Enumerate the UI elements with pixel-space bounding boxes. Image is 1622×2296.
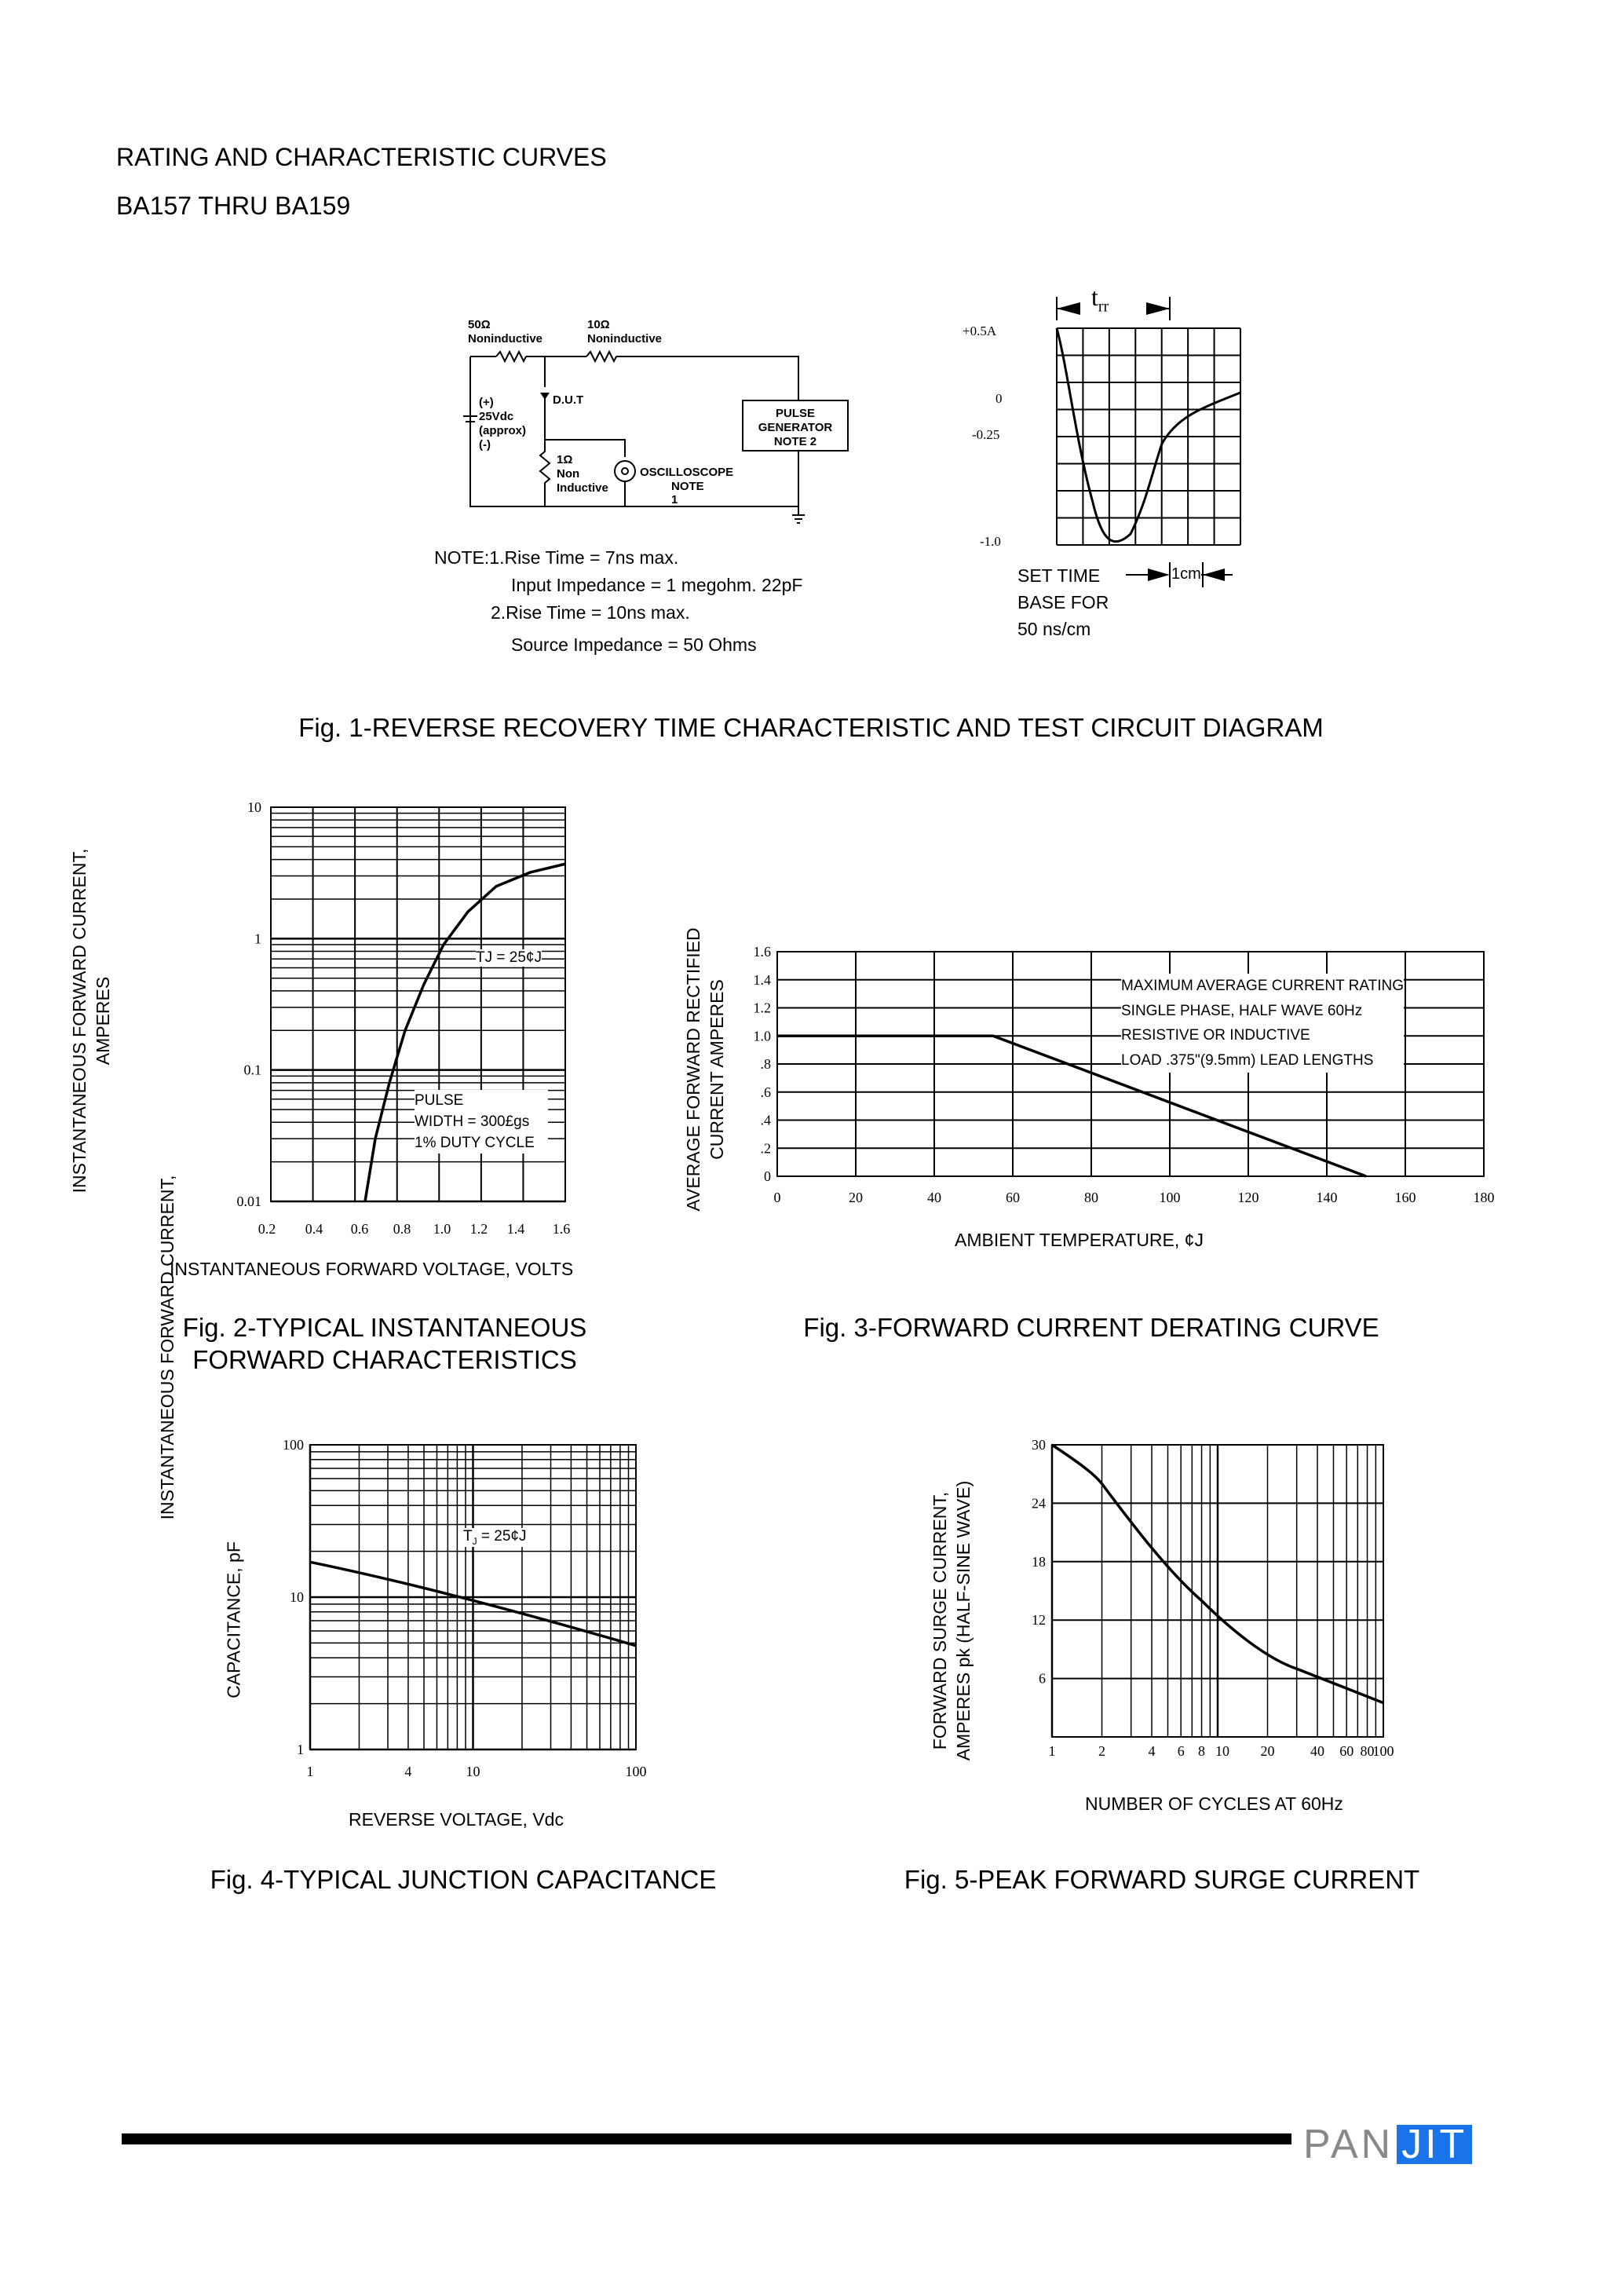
dut-label: D.U.T: [553, 393, 584, 407]
fig2-xtick: 0.4: [305, 1221, 323, 1237]
fig4-xlabel: REVERSE VOLTAGE, Vdc: [349, 1809, 564, 1830]
fig2-ytick: 1: [254, 930, 261, 947]
page-title: RATING AND CHARACTERISTIC CURVES: [116, 143, 607, 171]
fig3-xtick: 140: [1316, 1190, 1338, 1205]
set-time-2: BASE FOR: [1017, 592, 1109, 612]
fig5-ytick: 24: [1032, 1495, 1046, 1512]
fig4-annotation: [458, 1528, 531, 1547]
fig5-frame: [1052, 1445, 1383, 1737]
logo-pan: PAN: [1303, 2122, 1394, 2167]
fig2-xtick: 1.6: [552, 1221, 571, 1237]
r2-value: 10Ω: [587, 318, 610, 331]
fig3-ytick: 1.6: [753, 944, 771, 960]
fig4-ann-rest: = 25¢J: [477, 1528, 527, 1545]
wave-y-m025: -0.25: [972, 427, 1000, 442]
r3-desc2: Inductive: [557, 481, 608, 495]
cm-label: 1cm: [1171, 565, 1201, 583]
fig3-ytick: 1.0: [753, 1028, 771, 1044]
fig4-frame: [310, 1445, 636, 1749]
fig2-ytick: 0.1: [243, 1062, 261, 1078]
fig4-ann-t: T: [463, 1528, 473, 1545]
fig2-pulse-box: [415, 1090, 548, 1153]
fig3-xtick: 20: [849, 1190, 863, 1205]
panjit-logo: [1303, 2122, 1472, 2167]
fig3-xtick: 80: [1084, 1190, 1098, 1205]
fig4-xtick: 10: [466, 1764, 480, 1779]
fig2-xtick: 1.0: [433, 1221, 451, 1237]
r1-desc: Noninductive: [468, 332, 543, 345]
fig5-xlabel: NUMBER OF CYCLES AT 60Hz: [1085, 1793, 1343, 1814]
fig2-annotation: TJ = 25¢J: [476, 949, 542, 966]
fig5-ytick: 12: [1032, 1612, 1046, 1629]
fig3-legend-4: LOAD .375"(9.5mm) LEAD LENGTHS: [1121, 1048, 1404, 1073]
fig4-curve: [310, 1562, 636, 1646]
fig4-xtick: 100: [625, 1764, 647, 1779]
wave-y-plus: +0.5A: [963, 324, 997, 338]
fig5-xtick: 20: [1260, 1743, 1275, 1759]
fig2-xtick: 1.2: [469, 1221, 488, 1237]
fig5-xtick: 1: [1048, 1743, 1056, 1759]
pulse-gen-3: NOTE 2: [773, 435, 817, 448]
fig2-ylabel-1: INSTANTANEOUS FORWARD CURRENT,: [157, 1175, 177, 1520]
fig1-caption: Fig. 1-REVERSE RECOVERY TIME CHARACTERISTIC AND TEST CIRCUIT DIAGRAM: [298, 713, 1324, 742]
fig5-xtick: 10: [1215, 1743, 1229, 1759]
fig5-xtick: 2: [1098, 1743, 1106, 1759]
fig4-ylabel: CAPACITANCE, pF: [223, 1541, 244, 1698]
source-value: 25Vdc: [479, 410, 514, 423]
fig3-title: Fig. 3-FORWARD CURRENT DERATING CURVE: [803, 1313, 1379, 1342]
r2-desc: Noninductive: [587, 332, 663, 345]
footer-rule: [122, 2133, 1291, 2144]
set-time-3: 50 ns/cm: [1017, 619, 1091, 639]
r3-value: 1Ω: [557, 453, 573, 466]
fig5-ylabel-line2: AMPERES pk (HALF-SINE WAVE): [953, 1480, 974, 1761]
fig5-ytick: 30: [1032, 1437, 1046, 1453]
oscilloscope-note: NOTE 1: [671, 480, 704, 506]
fig3-xtick: 160: [1394, 1190, 1416, 1205]
fig5-title: Fig. 5-PEAK FORWARD SURGE CURRENT: [904, 1865, 1420, 1894]
fig2-ylabel-line1: INSTANTANEOUS FORWARD CURRENT,: [69, 848, 90, 1194]
fig3-ytick: .2: [760, 1140, 771, 1157]
fig2-title: Fig. 2-TYPICAL INSTANTANEOUS: [182, 1313, 587, 1342]
fig5-xtick: 6: [1177, 1743, 1185, 1759]
fig5-xtick: 80: [1360, 1743, 1375, 1759]
fig2-ytick: 0.01: [236, 1194, 261, 1209]
fig4-ytick: 10: [290, 1589, 304, 1605]
fig3-ylabel-rot: [681, 927, 729, 1211]
fig3-ytick: 1.4: [753, 971, 771, 988]
fig5-xtick: 40: [1310, 1743, 1325, 1759]
fig5-ylabel-line1: FORWARD SURGE CURRENT,: [930, 1491, 950, 1750]
wave-y-zero: 0: [995, 391, 1003, 406]
note-line-4: Source Impedance = 50 Ohms: [511, 634, 757, 655]
fig5-ytick: 6: [1039, 1670, 1046, 1687]
page-subtitle: BA157 THRU BA159: [116, 192, 351, 220]
pulse-gen-2: GENERATOR: [758, 421, 833, 434]
fig2-xtick: 0.2: [258, 1221, 276, 1237]
fig3-ytick: 1.2: [753, 1000, 771, 1016]
fig3-xlabel: AMBIENT TEMPERATURE, ¢J: [955, 1230, 1204, 1250]
fig3-legend-2: SINGLE PHASE, HALF WAVE 60Hz: [1121, 999, 1404, 1024]
fig3-xtick: 40: [927, 1190, 941, 1205]
fig3-xtick: 180: [1473, 1190, 1495, 1205]
fig2-pulse-2: WIDTH = 300£gs: [415, 1113, 530, 1130]
fig4-xtick: 1: [306, 1764, 314, 1779]
fig3-legend: [1121, 974, 1404, 1073]
r1-value: 50Ω: [468, 318, 491, 331]
fig4-title: Fig. 4-TYPICAL JUNCTION CAPACITANCE: [210, 1865, 717, 1894]
fig2-pulse-3: 1% DUTY CYCLE: [415, 1135, 535, 1151]
fig3-xtick: 120: [1237, 1190, 1259, 1205]
fig2-pulse-1: PULSE: [415, 1092, 464, 1109]
wave-y-m1: -1.0: [980, 534, 1001, 549]
fig3-legend-1: MAXIMUM AVERAGE CURRENT RATING: [1121, 974, 1404, 999]
fig2-xtick: 0.8: [393, 1221, 411, 1237]
fig3-ylabel-line2: CURRENT AMPERES: [707, 979, 727, 1160]
note-line-1: NOTE:1.Rise Time = 7ns max.: [434, 547, 679, 568]
fig5-xtick: 100: [1372, 1743, 1394, 1759]
fig2-ylabel-rot: [68, 849, 115, 1194]
fig3-ytick: .8: [760, 1056, 771, 1072]
fig2-title2: FORWARD CHARACTERISTICS: [192, 1345, 577, 1374]
logo-jit: JIT: [1397, 2125, 1472, 2164]
fig5-curve: [1052, 1445, 1383, 1703]
note-line-2: Input Impedance = 1 megohm. 22pF: [511, 575, 803, 595]
set-time-1: SET TIME: [1017, 565, 1101, 586]
fig5-xtick: 60: [1339, 1743, 1354, 1759]
oscilloscope-label: OSCILLOSCOPE: [640, 466, 734, 479]
source-approx: (approx): [479, 424, 526, 437]
pulse-gen-1: PULSE: [775, 407, 815, 420]
fig4-ytick: 1: [297, 1742, 304, 1757]
fig5-ytick: 18: [1032, 1553, 1046, 1570]
note-line-3: 2.Rise Time = 10ns max.: [491, 602, 690, 623]
fig2-xtick: 1.4: [506, 1221, 525, 1237]
source-minus: (-): [479, 438, 491, 452]
fig4-xtick: 4: [404, 1764, 412, 1779]
trr-label: $t_{rr}$: [1091, 283, 1109, 316]
fig3-xtick: 100: [1159, 1190, 1181, 1205]
fig3-xtick: 60: [1006, 1190, 1020, 1205]
fig2-xlabel: INSTANTANEOUS FORWARD VOLTAGE, VOLTS: [170, 1259, 574, 1279]
waveform-curve: [1057, 328, 1240, 542]
fig2-ytick: 10: [247, 799, 261, 815]
fig5-xtick: 8: [1198, 1743, 1206, 1759]
fig3-ytick: 0: [764, 1168, 771, 1184]
fig3-xtick: 0: [773, 1190, 781, 1205]
fig5-xtick: 4: [1148, 1743, 1156, 1759]
fig4-ann-sub: J: [472, 1535, 477, 1547]
fig2-xtick: 0.6: [350, 1221, 369, 1237]
fig3-legend-3: RESISTIVE OR INDUCTIVE: [1121, 1023, 1404, 1048]
fig5-ylabel-rot: [928, 1481, 975, 1761]
fig2-ylabel-line2: AMPERES: [93, 976, 113, 1066]
fig3-ytick: .6: [760, 1084, 771, 1100]
fig3-ytick: .4: [760, 1112, 771, 1128]
fig3-ylabel-line1: AVERAGE FORWARD RECTIFIED: [683, 927, 703, 1212]
source-plus: (+): [479, 396, 494, 409]
r3-desc1: Non: [557, 467, 580, 481]
fig4-ytick: 100: [283, 1437, 304, 1453]
